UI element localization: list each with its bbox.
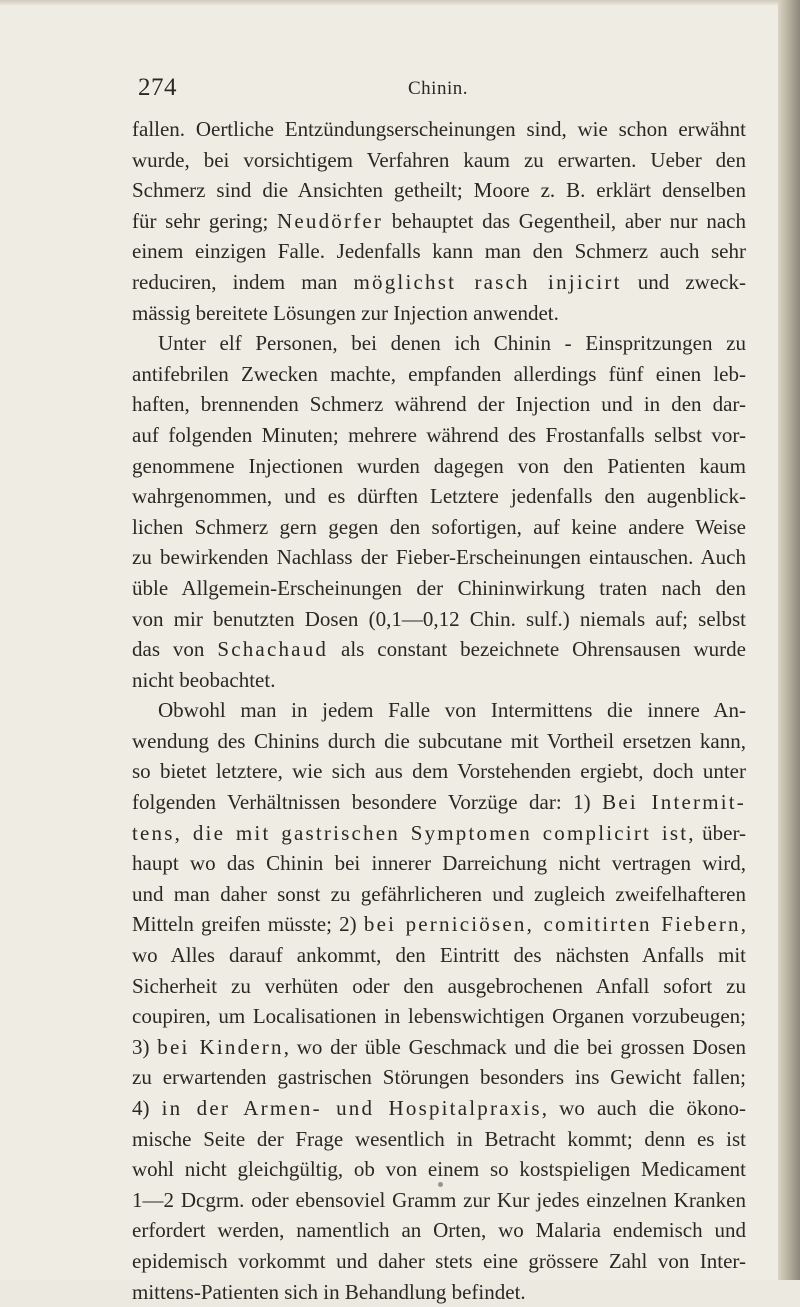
text-line (132, 1277, 746, 1307)
text-line (132, 1246, 746, 1277)
text-line (132, 451, 746, 482)
text-run: wahrgenommen, und es dürften Letztere jedenfalls den augenblick- (132, 484, 746, 509)
text-line (132, 1215, 746, 1246)
text-line (132, 665, 746, 696)
text-run: Obwohl man in jedem Falle von Intermittens die innere An- (158, 698, 746, 723)
text-line (132, 175, 746, 206)
text-line (132, 1093, 746, 1124)
text-line (132, 236, 746, 267)
text-run: von mir benutzten Dosen (0,1—0,12 Chin. sulf.) niemals auf; selbst (132, 606, 746, 631)
text-run: Sicherheit zu verhüten oder den ausgebrochenen Anfall sofort zu (132, 973, 746, 998)
text-run: haupt wo das Chinin bei innerer Darreichung nicht vertragen wird, (132, 851, 746, 876)
text-run: Mitteln greifen müsste; 2) (132, 912, 364, 937)
spaced-emphasis: bei perniciösen, comitirten Fiebern (363, 912, 741, 937)
text-run: als constant bezeichnete Ohrensausen wurde (328, 637, 746, 662)
text-run: , wo der üble Geschmack und die bei grossen Dosen (283, 1034, 747, 1059)
text-run: auf folgenden Minuten; mehrere während des Frostanfalls selbst vor- (132, 422, 746, 447)
page-header (138, 74, 738, 104)
text-run: Schmerz sind die Ansichten getheilt; Moore z. B. erklärt denselben (132, 178, 746, 203)
text-run: fallen. Oertliche Entzündungserscheinungen sind, wie schon erwähnt (132, 117, 746, 141)
text-run: reduciren, indem man (132, 269, 354, 294)
text-run: coupiren, um Localisationen in lebenswichtigen Organen vorzubeugen; (132, 1004, 746, 1029)
text-line (132, 267, 746, 298)
text-line (132, 298, 746, 329)
text-line (132, 695, 746, 726)
text-run: behauptet das Gegentheil, aber nur nach (383, 208, 746, 233)
text-run: folgenden Verhältnissen besondere Vorzüge dar: 1) (132, 790, 603, 815)
text-line (132, 726, 746, 757)
running-head: Chinin. (408, 78, 468, 99)
text-line (132, 756, 746, 787)
text-run: 3) (132, 1034, 158, 1059)
text-run: epidemisch vorkommt und daher stets eine grössere Zahl von Inter- (132, 1248, 746, 1273)
text-run: wo Alles darauf ankommt, den Eintritt des nächsten Anfalls mit (132, 943, 746, 968)
text-run: so bietet letztere, wie sich aus dem Vorstehenden ergiebt, doch unter (132, 759, 746, 784)
text-run: zu bewirkenden Nachlass der Fieber-Erscheinungen eintauschen. Auch (132, 545, 746, 570)
spaced-emphasis: Bei Intermit- (602, 790, 746, 815)
text-line (132, 359, 746, 390)
spaced-emphasis: tens, die mit gastrischen Symptomen complicirt ist (132, 820, 689, 845)
text-line (132, 114, 746, 145)
text-run: das von (132, 637, 218, 662)
text-line (132, 1154, 746, 1185)
text-line (132, 573, 746, 604)
text-line (132, 389, 746, 420)
text-run: und man daher sonst zu gefährlicheren und zugleich zweifelhafteren (132, 881, 746, 906)
text-run: einem einzigen Falle. Jedenfalls kann man den Schmerz auch sehr (132, 239, 746, 264)
text-run: 4) (132, 1096, 162, 1120)
text-line (132, 1001, 746, 1032)
text-line (132, 604, 746, 635)
text-run: , über- (688, 820, 747, 845)
text-run: mische Seite der Frage wesentlich in Betracht kommt; denn es ist (132, 1126, 746, 1151)
text-line (132, 1185, 746, 1216)
text-run: genommene Injectionen wurden dagegen von den Patienten kaum (132, 453, 746, 478)
spaced-emphasis: möglichst rasch injicirt (353, 269, 622, 294)
text-run: und zweck- (621, 269, 746, 294)
text-run: Unter elf Personen, bei denen ich Chinin - Einspritzungen zu (158, 331, 746, 356)
spaced-emphasis: Schachaud (217, 637, 329, 662)
text-line (132, 542, 746, 573)
text-run: 1—2 Dcgrm. oder ebensoviel Gramm zur Kur jedes einzelnen Kranken (132, 1187, 746, 1212)
text-run: erfordert werden, namentlich an Orten, wo Malaria endemisch und (132, 1218, 746, 1243)
text-run: mässig bereitete Lösungen zur Injection anwendet. (132, 300, 559, 325)
text-line (132, 1062, 746, 1093)
text-line (132, 1124, 746, 1155)
text-line (132, 848, 746, 879)
text-run: wurde, bei vorsichtigem Verfahren kaum zu erwarten. Ueber den (132, 147, 746, 172)
text-run: nicht beobachtet. (132, 667, 276, 692)
text-run: mittens-Patienten sich in Behandlung befindet. (132, 1279, 526, 1304)
text-line (132, 818, 746, 849)
text-run: wendung des Chinins durch die subcutane mit Vortheil ersetzen kann, (132, 728, 746, 753)
text-line (132, 787, 746, 818)
text-line (132, 879, 746, 910)
text-line (132, 206, 746, 237)
text-run: , wo auch die ökono- (541, 1096, 746, 1120)
ink-speck (438, 1182, 443, 1187)
text-line (132, 481, 746, 512)
text-line (132, 634, 746, 665)
text-run: zu erwartenden gastrischen Störungen besonders ins Gewicht fallen; (132, 1065, 746, 1090)
text-run: üble Allgemein-Erscheinungen der Chininwirkung traten nach den (132, 575, 746, 600)
body-text (132, 114, 746, 1307)
text-run: haften, brennenden Schmerz während der Injection und in den dar- (132, 392, 746, 417)
text-line (132, 971, 746, 1002)
page-number: 274 (138, 74, 177, 101)
page-edge-shadow (778, 0, 800, 1280)
text-run: , (740, 912, 746, 937)
text-line (132, 940, 746, 971)
text-line (132, 420, 746, 451)
text-line (132, 328, 746, 359)
text-run: für sehr gering; (132, 208, 278, 233)
text-line (132, 909, 746, 940)
text-run: antifebrilen Zwecken machte, empfanden allerdings fünf einen leb- (132, 361, 746, 386)
text-line (132, 145, 746, 176)
spaced-emphasis: Neudörfer (277, 208, 384, 233)
text-line (132, 1032, 746, 1063)
page-top-shadow (0, 0, 800, 6)
text-run: wohl nicht gleichgültig, ob von einem so kostspieligen Medicament (132, 1157, 746, 1182)
text-line (132, 512, 746, 543)
text-run: lichen Schmerz gern gegen den sofortigen, auf keine andere Weise (132, 514, 746, 539)
spaced-emphasis: in der Armen- und Hospitalpraxis (161, 1096, 542, 1120)
spaced-emphasis: bei Kindern (157, 1034, 284, 1059)
